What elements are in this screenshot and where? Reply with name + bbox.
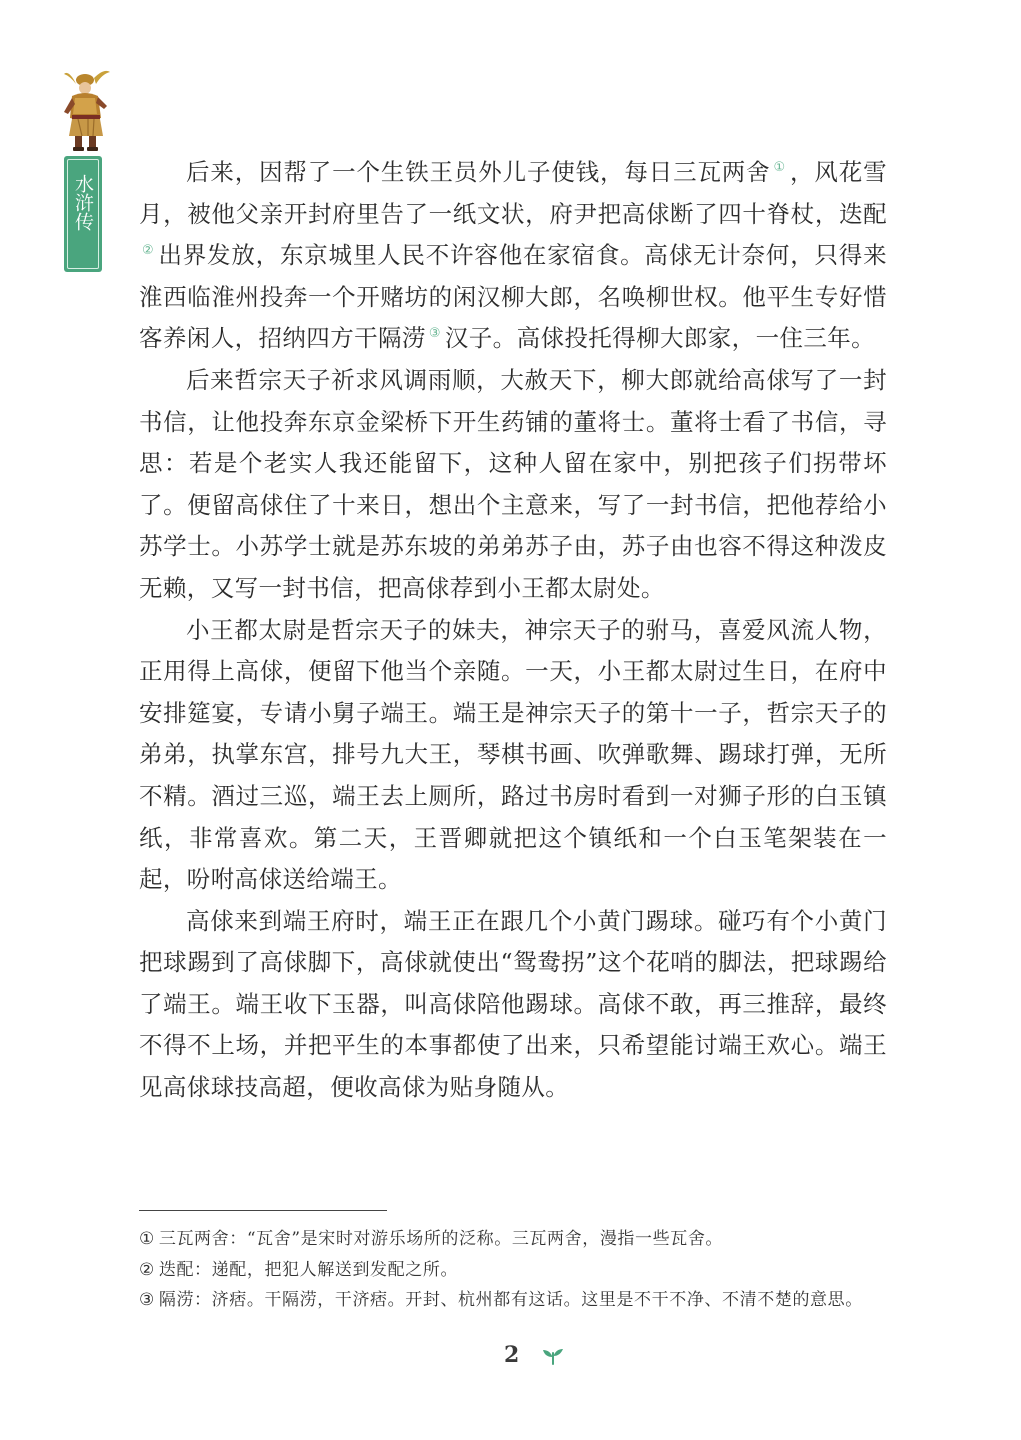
footnote-mark: ② xyxy=(139,1259,155,1280)
paragraph-text: 小王都太尉是哲宗天子的妹夫，神宗天子的驸马，喜爱风流人物，正用得上高俅，便留下他当个亲随。一天，小王都太尉过生日，在府中安排筵宴，专请小舅子端王。端王是神宗天子的第十一子，哲宗天子的弟弟，执掌东宫，排号九大王，琴棋书画、吹弹歌舞、踢球打弹，无所不精。酒过三巡，端王去上厕所，路过书房时看到一对狮子形的白玉镇纸，非常喜欢。第二天，王晋卿就把这个镇纸和一个白玉笔架装在一起，吩咐高俅送给端王。 xyxy=(139,615,887,894)
paragraph-text: 汉子。高俅投托得柳大郎家，一住三年。 xyxy=(444,324,876,353)
book-title-tag xyxy=(64,156,102,272)
paragraph xyxy=(139,901,887,1109)
body-text xyxy=(139,152,887,1109)
page-number: 2 xyxy=(504,1342,520,1368)
footnote-text: 三瓦两舍：“瓦舍”是宋时对游乐场所的泛称。三瓦两舍，漫指一些瓦舍。 xyxy=(158,1229,724,1249)
footnote-mark: ③ xyxy=(139,1290,155,1310)
footnote-reference: ① xyxy=(773,160,786,175)
warrior-figure-icon xyxy=(60,66,114,152)
paragraph-text: 后来哲宗天子祈求风调雨顺，大赦天下，柳大郎就给高俅写了一封书信，让他投奔东京金梁桥下开生药铺的董将士。董将士看了书信，寻思：若是个老实人我还能留下，这种人留在家中，别把孩子们拐带坏了。便留高俅住了十来日，想出个主意来，写了一封书信，把他荐给小苏学士。小苏学士就是苏东坡的弟弟苏子由，苏子由也容不得这种泼皮无赖，又写一封书信，把高俅荐到小王都太尉处。 xyxy=(139,365,887,602)
paragraph xyxy=(139,360,887,610)
footnote-reference: ② xyxy=(142,243,155,259)
paragraph-text: 后来，因帮了一个生铁王员外儿子使钱，每日三瓦两舍 xyxy=(186,158,771,186)
paragraph-text: 高俅来到端王府时，端王正在跟几个小黄门踢球。碰巧有个小黄门把球踢到了高俅脚下，高俅就使出“鸳鸯拐”这个花哨的脚法，把球踢给了端王。端王收下玉器，叫高俅陪他踢球。高俅不敢，再三推辞，最终不得不上场，并把平生的本事都使了出来，只希望能讨端王欢心。端王见高俅球技高超，便收高俅为贴身随从。 xyxy=(139,906,887,1102)
footnote xyxy=(139,1224,899,1255)
footnote-text: 迭配：递配，把犯人解送到发配之所。 xyxy=(158,1259,459,1280)
paragraph xyxy=(139,152,887,360)
footnote xyxy=(139,1285,899,1316)
footnote-divider xyxy=(139,1210,387,1211)
paragraph-text: ，风花雪月，被他父亲开封府里告了一纸文状，府尹把高俅断了四十脊杖，迭配 xyxy=(139,158,887,228)
sprout-icon xyxy=(541,1347,565,1365)
paragraph xyxy=(139,610,887,901)
footnotes xyxy=(139,1224,899,1316)
footnote-text: 隔涝：济痞。干隔涝，干济痞。开封、杭州都有这话。这里是不干不净、不清不楚的意思。 xyxy=(158,1290,863,1310)
footnote-reference: ③ xyxy=(428,326,441,342)
book-title: 水浒传 xyxy=(72,174,94,231)
paragraph-text: 出界发放，东京城里人民不许容他在家宿食。高俅无计奈何，只得来淮西临淮州投奔一个开赌坊的闲汉柳大郎，名唤柳世权。他平生专好惜客养闲人，招纳四方干隔涝 xyxy=(139,241,887,353)
footnote xyxy=(139,1255,899,1286)
footnote-mark: ① xyxy=(139,1229,155,1249)
